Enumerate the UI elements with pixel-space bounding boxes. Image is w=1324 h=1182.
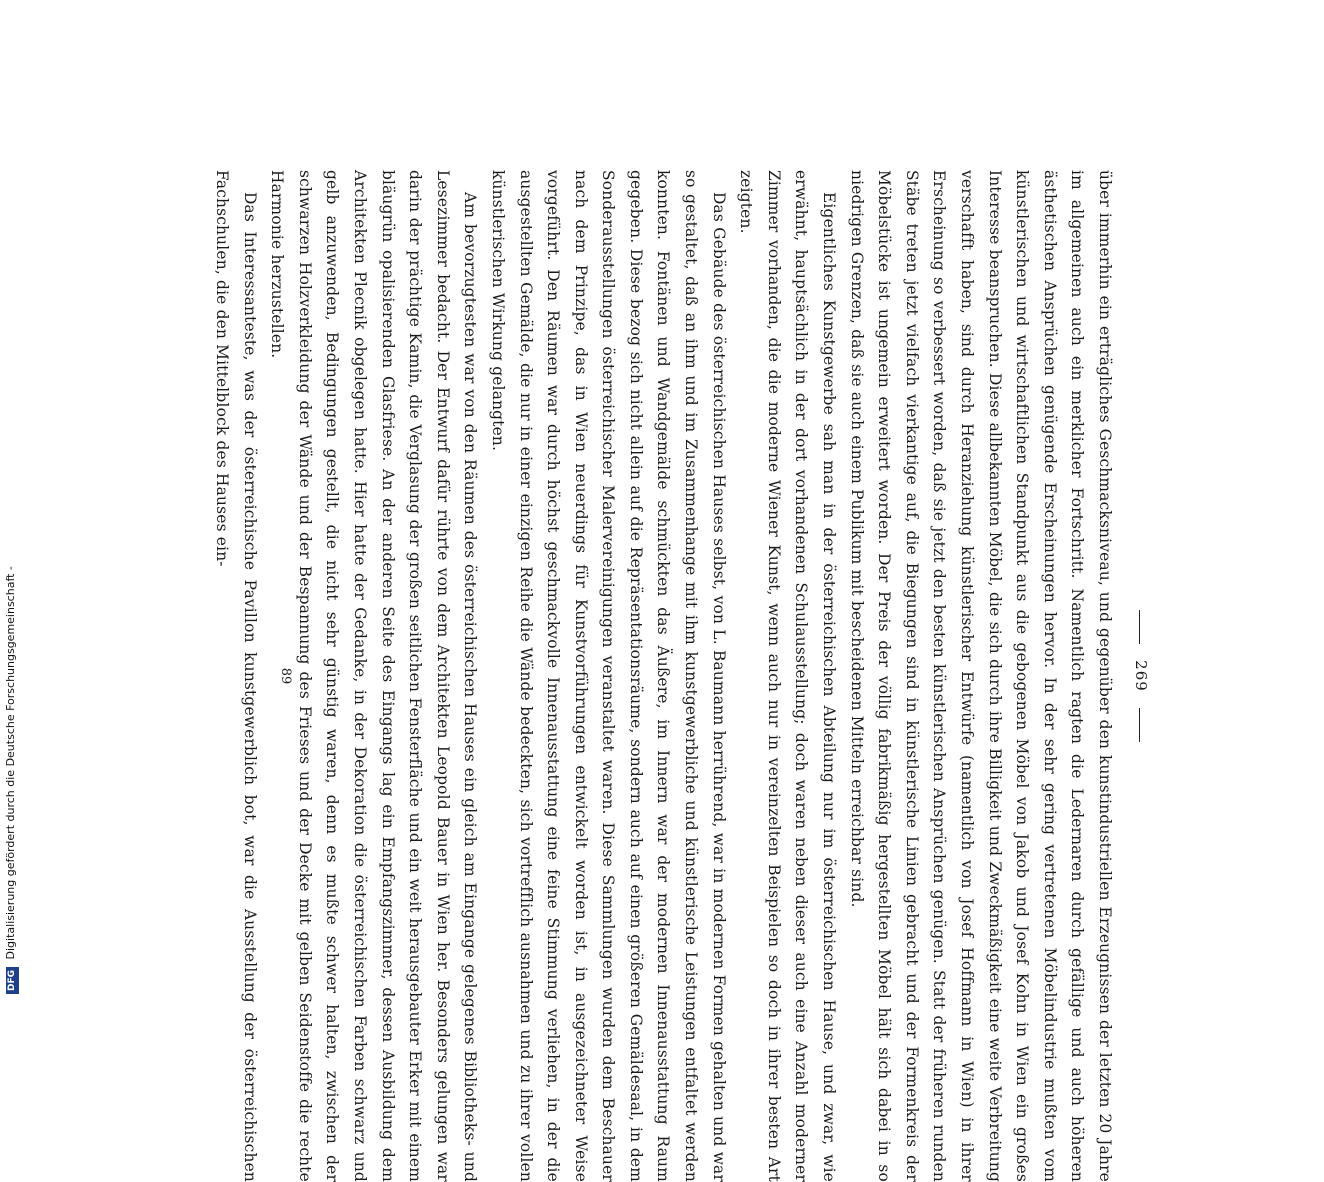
rotated-scanned-page <box>213 170 1158 1182</box>
dfg-logo: DFG <box>6 967 19 994</box>
header-rule-right <box>1140 708 1141 742</box>
header-rule-left <box>1140 610 1141 644</box>
paragraph: Das Gebäude des österreichischen Hauses selbst, von L. Baumann herrührend, war in modernen Formen gehalten und war so gestaltet, daß an ihm und im Zusammenhange mit ihm kunstgewerbliche und künstlerische Leistungen entfaltet werden konnten. Fontänen und Wandgemälde schmückten das Äußere, im Innern war der modernen Innenausstattung Raum gegeben. Diese bezog sich nicht allein auf die Repräsentationsräume, sondern auch auf einen größeren Gemäldesaal, in dem Sonderausstellungen österreichischer Malervereinigungen veranstaltet waren. Diese Sammlungen wurden dem Beschauer nach dem Prinzipe, das in Wien neuerdings für Kunstvorführungen entwickelt worden ist, in ausgezeichneter Weise vorgeführt. Den Räumen war durch höchst geschmackvolle Innenausstattung eine feine Stimmung verliehen, in der die ausgestellten Gemälde, die nur in einer einzigen Reihe die Wände bedeckten, sich vortrefflich ausnahmen und zu ihrer vollen künstlerischen Wirkung gelangten. <box>488 170 728 1182</box>
page-header <box>1132 170 1150 1182</box>
credit-text: Digitalisierung gefördert durch die Deutsche Forschungsgemeinschaft - <box>4 566 17 960</box>
paragraph: über immerhin ein erträgliches Geschmacksniveau, und gegenüber den kunstindustriellen Erzeugnissen der letzten 20 Jahre im allgemeinen auch ein merklicher Fortschritt. Namentlich ragten die Ledernaren durch gefällige und auch höheren ästhetischen Ansprüchen genügende Erscheinungen hervor. In der sehr gering vertretenen Möbelindustrie mußten vom künstlerischen und wirtschaftlichen Standpunkt aus die gebogenen Möbel von Jakob und Josef Kohn in Wien ein großes Interesse beanspruchen. Diese allbekannten Möbel, die sich durch ihre Billigkeit und Zweckmäßigkeit eine weite Verbreitung verschafft haben, sind durch Heranziehung künstlerischer Entwürfe (namentlich von Josef Hoffmann in Wien) in ihrer Erscheinung so verbessert worden, daß sie jetzt den besten künstlerischen Ansprüchen genügen. Statt der früheren runden Stäbe treten jetzt vielfach vierkantige auf, die Biegungen sind in künstlerische Linien gebracht und der Formenkreis der Möbelstücke ist ungemein erweitert worden. Der Preis der völlig fabrikmäßig hergestellten Möbel hält sich dabei in so niedrigen Grenzen, daß sie auch einem Publikum mit bescheidenen Mitteln erreichbar sind. <box>847 170 1114 1182</box>
digitization-credit <box>0 0 22 1000</box>
paragraph: Eigentliches Kunstgewerbe sah man in der österreichischen Abteilung nur im österreichischen Hause, und zwar, wie erwähnt, hauptsächlich in der dort vorhandenen Schulausstellung; doch waren neben dieser auch eine Anzahl moderner Zimmer vorhanden, die die moderne Wiener Kunst, wenn auch nur in vereinzelten Beispielen so doch in ihrer besten Art zeigten. <box>737 170 839 1182</box>
body-text <box>207 170 1118 1182</box>
paragraph: Am bevorzugtesten war von den Räumen des österreichischen Hauses ein gleich am Eingange gelegenes Bibliotheks- und Lesezimmer bedacht. Der Entwurf dafür rührte von dem Architekten Leopold Bauer in Wien her. Besonders gelungen war darin der prächtige Kamin, die Verglasung der großen seitlichen Fensterfläche und ein weit herausgebauter Erker mit einem bläugrün opalisierenden Glasfriese. An der anderen Seite des Eingangs lag ein Empfangszimmer, dessen Ausbildung dem Architekten Plecnik obgelegen hatte. Hier hatte der Gedanke, in der Dekoration die österreichischen Farben schwarz und gelb anzuwenden, Bedingungen gestellt, die nicht sehr günstig waren, denn es mußte schwer halten, zwischen der schwarzen Holzverkleidung der Wände und der Bespannung des Frieses und der Decke mit gelben Seidenstoffe die rechte Harmonie herzustellen. <box>268 170 480 1182</box>
paragraph: Das Interessanteste, was der österreichische Pavillon kunstgewerblich bot, war die Ausstellung der österreichischen Fachschulen, die den Mittelblock des Hauses ein- <box>213 170 259 1182</box>
signature-mark: 89 <box>278 667 293 685</box>
page-content <box>213 170 1158 1182</box>
page-number: 269 <box>1132 660 1150 692</box>
